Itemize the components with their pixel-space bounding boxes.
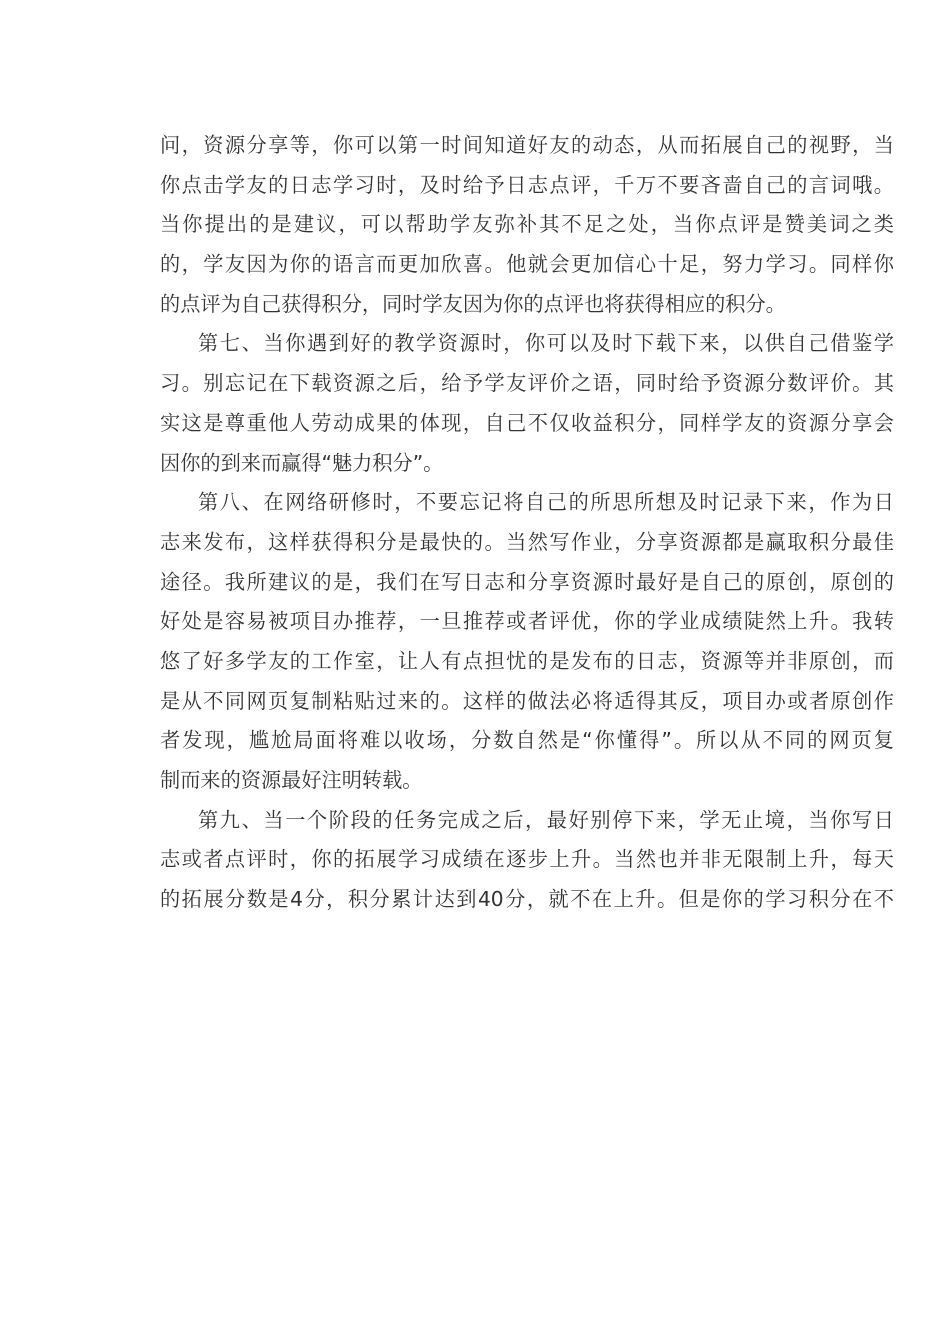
paragraph-2 (160, 324, 894, 483)
text-line: 途径。我所建议的是，我们在写日志和分享资源时最好是自己的原创，原创的 (160, 569, 894, 594)
text-line: 好处是容易被项目办推荐，一旦推荐或者评优，你的学业成绩陡然上升。我转 (160, 609, 894, 634)
text-line: 你点击学友的日志学习时，及时给予日志点评，千万不要吝啬自己的言词哦。 (160, 172, 894, 197)
text-line: 志或者点评时，你的拓展学习成绩在逐步上升。当然也并非无限制上升，每天 (160, 847, 894, 872)
text-line: 志来发布，这样获得积分是最快的。当然写作业，分享资源都是赢取积分最佳 (160, 529, 894, 554)
text-line: 因你的到来而赢得“魅力积分”。 (160, 450, 444, 475)
document-body (160, 126, 894, 920)
text-line: 习。别忘记在下载资源之后，给予学友评价之语，同时给予资源分数评价。其 (160, 371, 894, 396)
text-line: 第九、当一个阶段的任务完成之后，最好别停下来，学无止境，当你写日 (198, 807, 894, 832)
text-line: 悠了好多学友的工作室，让人有点担忧的是发布的日志，资源等并非原创，而 (160, 648, 894, 673)
text-line: 的拓展分数是4分，积分累计达到40分，就不在上升。但是你的学习积分在不 (160, 887, 894, 912)
text-line: 第八、在网络研修时，不要忘记将自己的所思所想及时记录下来，作为日 (198, 490, 894, 515)
text-line: 当你提出的是建议，可以帮助学友弥补其不足之处，当你点评是赞美词之类 (160, 212, 894, 237)
text-line: 的，学友因为你的语言而更加欣喜。他就会更加信心十足，努力学习。同样你 (160, 252, 894, 277)
text-line: 实这是尊重他人劳动成果的体现，自己不仅收益积分，同样学友的资源分享会 (160, 410, 894, 435)
text-line: 的点评为自己获得积分，同时学友因为你的点评也将获得相应的积分。 (160, 291, 786, 316)
paragraph-1 (160, 126, 894, 324)
text-line: 是从不同网页复制粘贴过来的。这样的做法必将适得其反，项目办或者原创作 (160, 688, 894, 713)
paragraph-4 (160, 801, 894, 920)
paragraph-3 (160, 483, 894, 801)
text-line: 问，资源分享等，你可以第一时间知道好友的动态，从而拓展自己的视野，当 (160, 133, 894, 157)
text-line: 第七、当你遇到好的教学资源时，你可以及时下载下来，以供自己借鉴学 (198, 331, 894, 356)
text-line: 者发现，尴尬局面将难以收场，分数自然是“你懂得”。所以从不同的网页复 (160, 728, 894, 753)
text-line: 制而来的资源最好注明转载。 (160, 768, 423, 792)
